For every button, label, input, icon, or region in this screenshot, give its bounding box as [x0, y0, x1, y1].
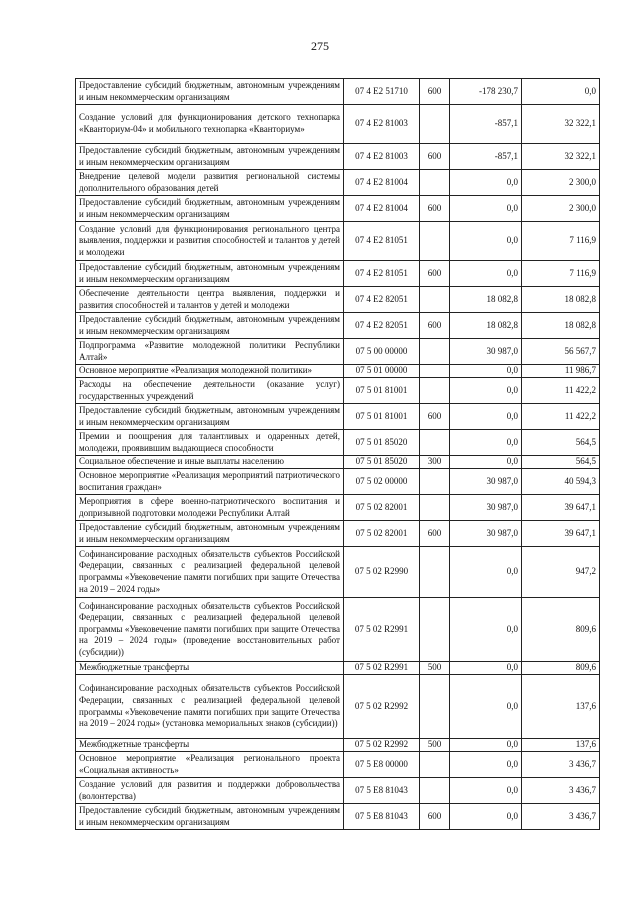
row-expense-type-cell: [420, 222, 450, 261]
row-expense-type-cell: [420, 105, 450, 144]
row-code-cell: 07 4 E2 81003: [344, 105, 420, 144]
row-change-cell: -857,1: [450, 144, 522, 170]
row-expense-type-cell: 600: [420, 521, 450, 547]
row-code-cell: 07 5 02 R2990: [344, 547, 420, 598]
row-code-cell: 07 4 E2 51710: [344, 79, 420, 105]
row-change-cell: 30 987,0: [450, 495, 522, 521]
row-code-cell: 07 4 E2 82051: [344, 287, 420, 313]
row-total-cell: 2 300,0: [522, 196, 600, 222]
row-total-cell: 39 647,1: [522, 495, 600, 521]
row-code-cell: 07 5 E8 81043: [344, 804, 420, 830]
row-name-cell: Предоставление субсидий бюджетным, автономным учреждениям и иным некоммерческим организациям: [76, 261, 344, 287]
table-row: [76, 495, 600, 521]
table-row: [76, 430, 600, 456]
table-row: [76, 598, 600, 662]
row-change-cell: 0,0: [450, 547, 522, 598]
row-name-cell: Внедрение целевой модели развития региональной системы дополнительного образования детей: [76, 170, 344, 196]
row-change-cell: 18 082,8: [450, 287, 522, 313]
row-code-cell: 07 4 E2 81004: [344, 196, 420, 222]
row-code-cell: 07 5 02 R2991: [344, 598, 420, 662]
row-change-cell: 0,0: [450, 261, 522, 287]
row-change-cell: 30 987,0: [450, 469, 522, 495]
budget-table: [75, 78, 600, 830]
row-total-cell: 3 436,7: [522, 752, 600, 778]
row-change-cell: 30 987,0: [450, 339, 522, 365]
table-row: [76, 675, 600, 739]
row-expense-type-cell: [420, 170, 450, 196]
row-code-cell: 07 5 01 81001: [344, 378, 420, 404]
row-total-cell: 809,6: [522, 662, 600, 675]
row-name-cell: Создание условий для функционирования регионального центра выявления, поддержки и развития способностей и талантов у детей и молодежи: [76, 222, 344, 261]
row-expense-type-cell: 600: [420, 261, 450, 287]
row-total-cell: 564,5: [522, 430, 600, 456]
row-code-cell: 07 4 E2 81003: [344, 144, 420, 170]
row-expense-type-cell: 500: [420, 739, 450, 752]
row-name-cell: Основное мероприятие «Реализация мероприятий патриотического воспитания граждан»: [76, 469, 344, 495]
row-name-cell: Межбюджетные трансферты: [76, 662, 344, 675]
row-code-cell: 07 5 01 81001: [344, 404, 420, 430]
row-change-cell: 18 082,8: [450, 313, 522, 339]
row-expense-type-cell: 300: [420, 456, 450, 469]
row-total-cell: 7 116,9: [522, 261, 600, 287]
row-expense-type-cell: [420, 778, 450, 804]
row-name-cell: Софинансирование расходных обязательств субъектов Российской Федерации, связанных с реализацией федеральной целевой программы «Увековечение памяти погибших при защите Отечества на 2019 – 2024 годы» (установка мемориальных знаков (субсидии)): [76, 675, 344, 739]
row-name-cell: Создание условий для развития и поддержки добровольчества (волонтерства): [76, 778, 344, 804]
row-change-cell: 0,0: [450, 675, 522, 739]
table-row: [76, 778, 600, 804]
row-name-cell: Предоставление субсидий бюджетным, автономным учреждениям и иным некоммерческим организациям: [76, 144, 344, 170]
row-expense-type-cell: 600: [420, 196, 450, 222]
row-expense-type-cell: 600: [420, 404, 450, 430]
row-code-cell: 07 4 E2 81051: [344, 261, 420, 287]
row-total-cell: 7 116,9: [522, 222, 600, 261]
row-total-cell: 56 567,7: [522, 339, 600, 365]
row-total-cell: 0,0: [522, 79, 600, 105]
row-total-cell: 32 322,1: [522, 105, 600, 144]
row-name-cell: Социальное обеспечение и иные выплаты населению: [76, 456, 344, 469]
row-change-cell: 0,0: [450, 378, 522, 404]
row-change-cell: 0,0: [450, 430, 522, 456]
row-total-cell: 40 594,3: [522, 469, 600, 495]
row-expense-type-cell: [420, 469, 450, 495]
row-total-cell: 3 436,7: [522, 778, 600, 804]
row-name-cell: Создание условий для функционирования детского технопарка «Кванториум-04» и мобильного технопарка «Кванториум»: [76, 105, 344, 144]
row-name-cell: Расходы на обеспечение деятельности (оказание услуг) государственных учреждений: [76, 378, 344, 404]
row-name-cell: Обеспечение деятельности центра выявления, поддержки и развития способностей и талантов у детей и молодежи: [76, 287, 344, 313]
row-code-cell: 07 4 E2 81004: [344, 170, 420, 196]
table-row: [76, 662, 600, 675]
table-row: [76, 144, 600, 170]
table-row: [76, 547, 600, 598]
table-row: [76, 404, 600, 430]
row-total-cell: 2 300,0: [522, 170, 600, 196]
row-expense-type-cell: [420, 430, 450, 456]
table-row: [76, 287, 600, 313]
row-change-cell: 0,0: [450, 662, 522, 675]
row-change-cell: 0,0: [450, 196, 522, 222]
row-total-cell: 809,6: [522, 598, 600, 662]
table-row: [76, 339, 600, 365]
table-row: [76, 739, 600, 752]
row-code-cell: 07 5 02 82001: [344, 495, 420, 521]
table-row: [76, 222, 600, 261]
row-change-cell: 0,0: [450, 778, 522, 804]
row-total-cell: 564,5: [522, 456, 600, 469]
table-row: [76, 105, 600, 144]
row-name-cell: Подпрограмма «Развитие молодежной политики Республики Алтай»: [76, 339, 344, 365]
row-name-cell: Предоставление субсидий бюджетным, автономным учреждениям и иным некоммерческим организациям: [76, 404, 344, 430]
row-expense-type-cell: 600: [420, 79, 450, 105]
table-row: [76, 804, 600, 830]
row-total-cell: 32 322,1: [522, 144, 600, 170]
budget-table-body: [76, 79, 600, 830]
row-expense-type-cell: [420, 339, 450, 365]
row-change-cell: 0,0: [450, 170, 522, 196]
row-total-cell: 137,6: [522, 675, 600, 739]
row-total-cell: 39 647,1: [522, 521, 600, 547]
row-code-cell: 07 4 E2 82051: [344, 313, 420, 339]
row-code-cell: 07 5 02 R2992: [344, 739, 420, 752]
row-change-cell: 0,0: [450, 365, 522, 378]
row-expense-type-cell: [420, 495, 450, 521]
row-expense-type-cell: 600: [420, 144, 450, 170]
row-expense-type-cell: [420, 752, 450, 778]
row-change-cell: -857,1: [450, 105, 522, 144]
row-total-cell: 3 436,7: [522, 804, 600, 830]
row-code-cell: 07 5 02 R2991: [344, 662, 420, 675]
row-name-cell: Предоставление субсидий бюджетным, автономным учреждениям и иным некоммерческим организациям: [76, 521, 344, 547]
row-change-cell: 0,0: [450, 404, 522, 430]
row-code-cell: 07 5 E8 81043: [344, 778, 420, 804]
row-change-cell: 0,0: [450, 456, 522, 469]
table-row: [76, 469, 600, 495]
row-change-cell: 0,0: [450, 222, 522, 261]
row-expense-type-cell: 500: [420, 662, 450, 675]
table-row: [76, 261, 600, 287]
row-expense-type-cell: [420, 675, 450, 739]
row-expense-type-cell: [420, 378, 450, 404]
row-change-cell: 30 987,0: [450, 521, 522, 547]
row-expense-type-cell: [420, 287, 450, 313]
row-code-cell: 07 5 01 85020: [344, 456, 420, 469]
table-row: [76, 170, 600, 196]
row-total-cell: 18 082,8: [522, 313, 600, 339]
row-code-cell: 07 5 01 00000: [344, 365, 420, 378]
row-name-cell: Основное мероприятие «Реализация молодежной политики»: [76, 365, 344, 378]
row-name-cell: Основное мероприятие «Реализация регионального проекта «Социальная активность»: [76, 752, 344, 778]
row-code-cell: 07 5 02 00000: [344, 469, 420, 495]
row-code-cell: 07 5 02 R2992: [344, 675, 420, 739]
row-change-cell: -178 230,7: [450, 79, 522, 105]
table-row: [76, 196, 600, 222]
row-change-cell: 0,0: [450, 598, 522, 662]
row-total-cell: 11 422,2: [522, 404, 600, 430]
row-name-cell: Премии и поощрения для талантливых и одаренных детей, молодежи, проявившим выдающиеся способности: [76, 430, 344, 456]
row-code-cell: 07 5 02 82001: [344, 521, 420, 547]
row-code-cell: 07 5 01 85020: [344, 430, 420, 456]
row-name-cell: Предоставление субсидий бюджетным, автономным учреждениям и иным некоммерческим организациям: [76, 313, 344, 339]
row-change-cell: 0,0: [450, 752, 522, 778]
row-name-cell: Софинансирование расходных обязательств субъектов Российской Федерации, связанных с реализацией федеральной целевой программы «Увековечение памяти погибших при защите Отечества на 2019 – 2024 годы»: [76, 547, 344, 598]
row-change-cell: 0,0: [450, 804, 522, 830]
row-name-cell: Межбюджетные трансферты: [76, 739, 344, 752]
row-name-cell: Мероприятия в сфере военно-патриотического воспитания и допризывной подготовки молодежи Республики Алтай: [76, 495, 344, 521]
row-name-cell: Предоставление субсидий бюджетным, автономным учреждениям и иным некоммерческим организациям: [76, 196, 344, 222]
row-code-cell: 07 5 00 00000: [344, 339, 420, 365]
row-total-cell: 947,2: [522, 547, 600, 598]
row-code-cell: 07 4 E2 81051: [344, 222, 420, 261]
row-expense-type-cell: [420, 547, 450, 598]
row-expense-type-cell: [420, 598, 450, 662]
row-change-cell: 0,0: [450, 739, 522, 752]
row-total-cell: 137,6: [522, 739, 600, 752]
row-total-cell: 11 986,7: [522, 365, 600, 378]
table-row: [76, 79, 600, 105]
table-row: [76, 313, 600, 339]
table-row: [76, 456, 600, 469]
row-expense-type-cell: [420, 365, 450, 378]
row-total-cell: 18 082,8: [522, 287, 600, 313]
page-number: 275: [311, 39, 329, 53]
row-name-cell: Софинансирование расходных обязательств субъектов Российской Федерации, связанных с реализацией федеральной целевой программы «Увековечение памяти погибших при защите Отечества на 2019 – 2024 годы» (проведение восстановительных работ (субсидии)): [76, 598, 344, 662]
row-code-cell: 07 5 E8 00000: [344, 752, 420, 778]
row-name-cell: Предоставление субсидий бюджетным, автономным учреждениям и иным некоммерческим организациям: [76, 79, 344, 105]
table-row: [76, 365, 600, 378]
row-total-cell: 11 422,2: [522, 378, 600, 404]
row-name-cell: Предоставление субсидий бюджетным, автономным учреждениям и иным некоммерческим организациям: [76, 804, 344, 830]
row-expense-type-cell: 600: [420, 804, 450, 830]
table-row: [76, 752, 600, 778]
table-row: [76, 378, 600, 404]
table-row: [76, 521, 600, 547]
row-expense-type-cell: 600: [420, 313, 450, 339]
